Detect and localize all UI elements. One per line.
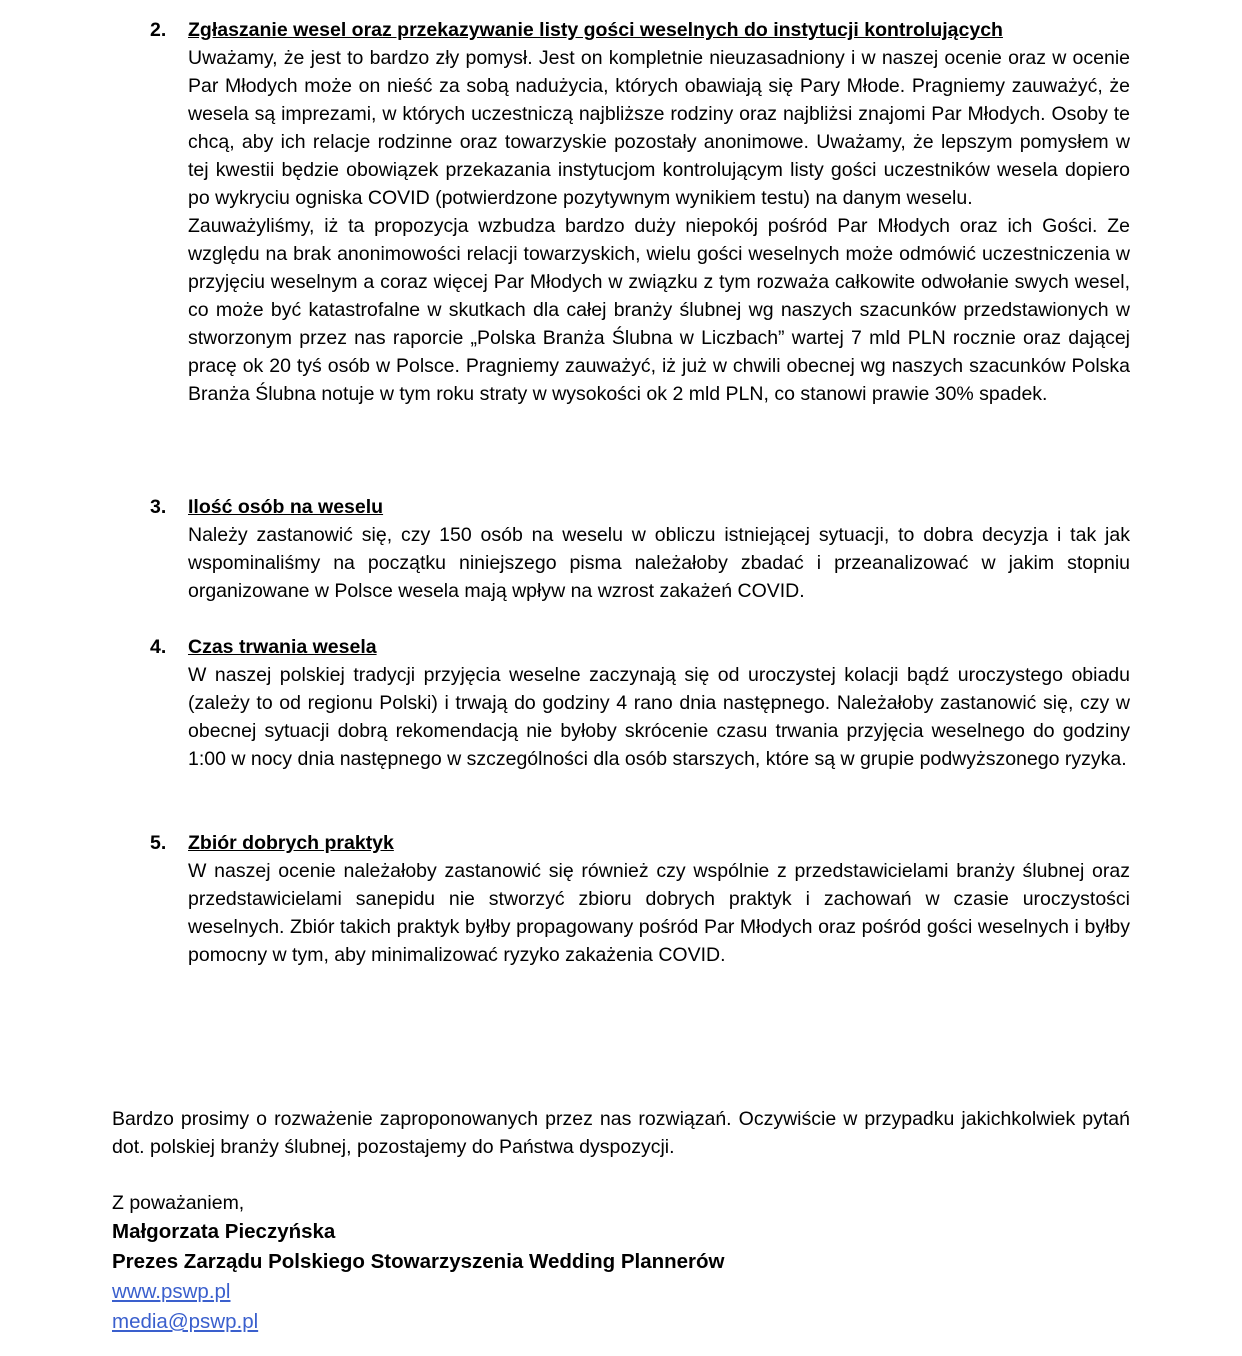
section-body <box>188 633 1130 773</box>
section-paragraph: W naszej ocenie należałoby zastanowić się również czy wspólnie z przedstawicielami branży ślubnej oraz przedstawicielami sanepidu nie stworzyć zbioru dobrych praktyk i zachowań w czasie uroczystości weselnych. Zbiór takich praktyk byłby propagowany pośród Par Młodych oraz pośród gości weselnych i byłby pomocny w tym, aby minimalizować ryzyko zakażenia COVID. <box>188 860 1130 966</box>
section-paragraph: Uważamy, że jest to bardzo zły pomysł. Jest on kompletnie nieuzasadniony i w naszej ocenie oraz w ocenie Par Młodych może on nieść za sobą nadużycia, których obawiają się Pary Młode. Pragniemy zauważyć, że wesela są imprezami, w których uczestniczą najbliższe rodziny oraz najbliżsi znajomi Par Młodych. Osoby te chcą, aby ich relacje rodzinne oraz towarzyskie pozostały anonimowe. Uważamy, że lepszym pomysłem w tej kwestii będzie obowiązek przekazania instytucjom kontrolującym listy gości uczestników wesela dopiero po wykryciu ogniska COVID (potwierdzone pozytywnym wynikiem testu) na danym weselu. <box>188 47 1130 209</box>
signature-block <box>112 1189 1130 1337</box>
website-link[interactable]: www.pswp.pl <box>112 1280 231 1303</box>
section-number: 4. <box>150 636 167 658</box>
signer-position: Prezes Zarządu Polskiego Stowarzyszenia Wedding Plannerów <box>112 1250 725 1273</box>
section-body <box>188 493 1130 605</box>
closing-request: Bardzo prosimy o rozważenie zaproponowanych przez nas rozwiązań. Oczywiście w przypadku jakichkolwiek pytań dot. polskiej branży ślubnej, pozostajemy do Państwa dyspozycji. <box>112 1108 1130 1158</box>
section-paragraph: W naszej polskiej tradycji przyjęcia weselne zaczynają się od uroczystej kolacji bądź uroczystego obiadu (zależy to od regionu Polski) i trwają do godziny 4 rano dnia następnego. Należałoby zastanowić się, czy w obecnej sytuacji dobrą rekomendacją nie byłoby skrócenie czasu trwania przyjęcia weselnego do godziny 1:00 w nocy dnia następnego w szczególności dla osób starszych, które są w grupie podwyższonego ryzyka. <box>188 664 1130 770</box>
section-heading: Czas trwania wesela <box>188 636 377 658</box>
section-paragraph: Zauważyliśmy, iż ta propozycja wzbudza bardzo duży niepokój pośród Par Młodych oraz ich Gości. Ze względu na brak anonimowości relacji towarzyskich, wielu gości weselnych może odmówić uczestniczenia w przyjęciu weselnym a coraz więcej Par Młodych w związku z tym rozważa całkowite odwołanie swych wesel, co może być katastrofalne w skutkach dla całej branży ślubnej wg naszych szacunków przedstawionych w stworzonym przez nas raporcie „Polska Branża Ślubna w Liczbach” wartej 7 mld PLN rocznie oraz dającej pracę ok 20 tyś osób w Polsce. Pragniemy zauważyć, iż już w chwili obecnej wg naszych szacunków Polska Branża Ślubna notuje w tym roku straty w wysokości ok 2 mld PLN, co stanowi prawie 30% spadek. <box>188 215 1130 405</box>
salutation: Z poważaniem, <box>112 1192 245 1214</box>
section-heading: Ilość osób na weselu <box>188 496 384 518</box>
section-number: 3. <box>150 496 167 518</box>
closing-block <box>112 1105 1130 1161</box>
section-heading: Zbiór dobrych praktyk <box>188 832 394 854</box>
section-heading: Zgłaszanie wesel oraz przekazywanie listy gości weselnych do instytucji kontrolujących <box>188 19 1003 41</box>
section-paragraph: Należy zastanowić się, czy 150 osób na weselu w obliczu istniejącej sytuacji, to dobra decyzja i tak jak wspominaliśmy na początku niniejszego pisma należałoby zbadać i przeanalizować w jakim stopniu organizowane w Polsce wesela mają wpływ na wzrost zakażeń COVID. <box>188 524 1130 602</box>
signer-name: Małgorzata Pieczyńska <box>112 1220 336 1243</box>
section-body <box>188 16 1130 408</box>
section-number: 5. <box>150 832 167 854</box>
section-body <box>188 829 1130 969</box>
section-number: 2. <box>150 19 167 41</box>
email-link[interactable]: media@pswp.pl <box>112 1310 259 1333</box>
